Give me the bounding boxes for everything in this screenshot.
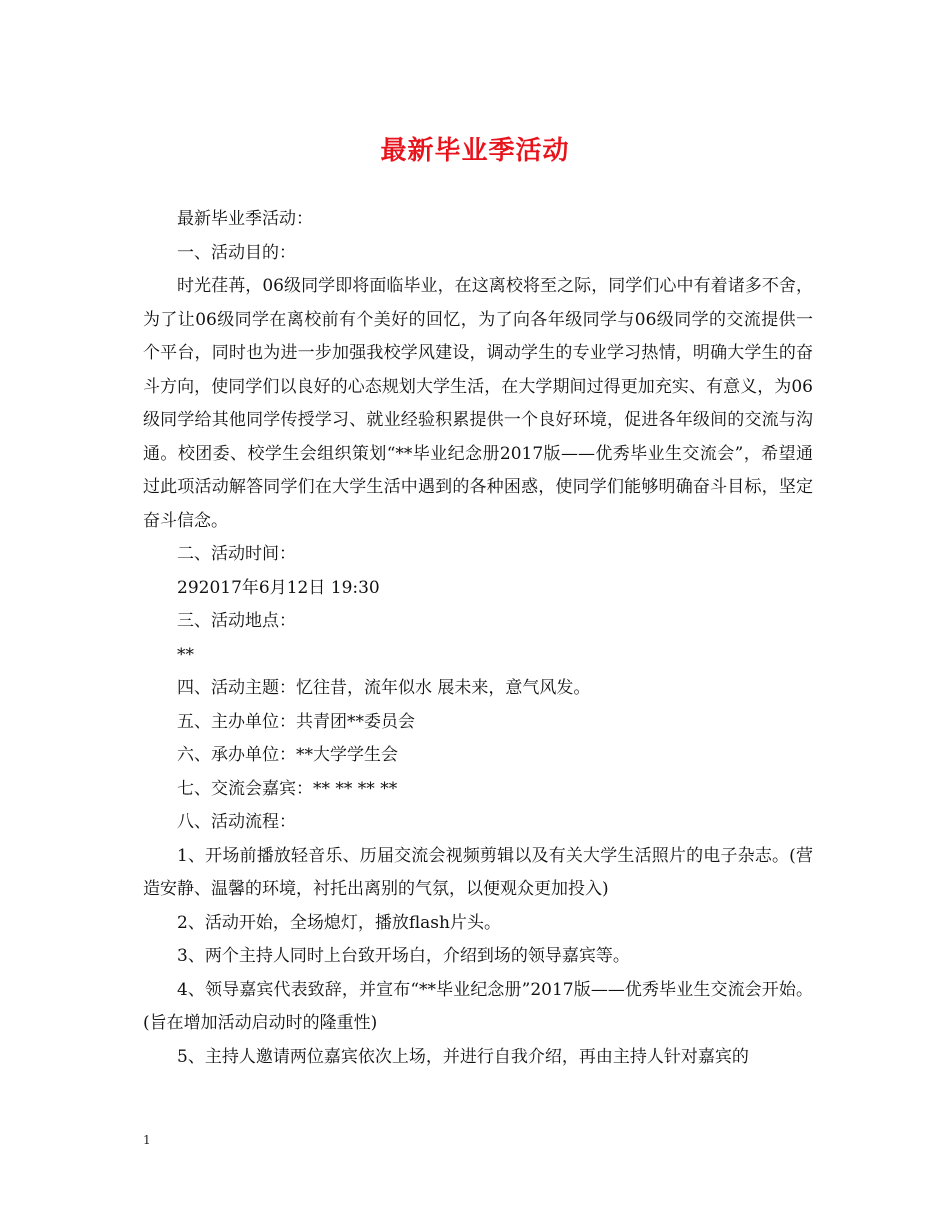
paragraph: 七、交流会嘉宾：** ** ** ** bbox=[177, 778, 398, 799]
list-item: 5、主持人邀请两位嘉宾依次上场，并进行自我介绍，再由主持人针对嘉宾的 bbox=[177, 1046, 749, 1067]
page-title: 最新毕业季活动 bbox=[380, 136, 570, 166]
section-heading: 八、活动流程： bbox=[177, 812, 296, 832]
paragraph: 四、活动主题：忆往昔，流年似水 展未来，意气风发。 bbox=[177, 678, 591, 698]
section-heading: 三、活动地点： bbox=[177, 611, 296, 631]
list-item: 2、活动开始，全场熄灯，播放flash片头。 bbox=[177, 912, 501, 933]
paragraph: 292017年6月12日 19:30 bbox=[177, 577, 380, 598]
paragraph: 时光荏苒，06级同学即将面临毕业，在这离校将至之际，同学们心中有着诸多不舍，为了让06级同学在离校前有个美好的回忆，为了向各年级同学与06级同学的交流提供一个平台，同时也为进一步加强我校学风建设，调动学生的专业学习热情，明确大学生的奋斗方向，使同学们以良好的心态规划大学生活，在大学期间过得更加充实、有意义，为06级同学给其他同学传授学习、就业经验积累提供一个良好环境，促进各年级间的交流与沟通。校团委、校学生会组织策划“**毕业纪念册2017版——优秀毕业生交流会”，希望通过此项活动解答同学们在大学生活中遇到的各种困惑，使同学们能够明确奋斗目标，坚定奋斗信念。 bbox=[143, 276, 813, 531]
section-heading: 一、活动目的： bbox=[177, 242, 296, 263]
document-body bbox=[143, 203, 813, 1074]
paragraph: 六、承办单位：**大学学生会 bbox=[177, 745, 398, 765]
page-number: 1 bbox=[143, 1133, 151, 1147]
list-item: 1、开场前播放轻音乐、历届交流会视频剪辑以及有关大学生活照片的电子杂志。(营造安静、温馨的环境，衬托出离别的气氛，以便观众更加投入) bbox=[143, 845, 813, 899]
section-heading: 二、活动时间： bbox=[177, 544, 296, 564]
paragraph: 最新毕业季活动： bbox=[177, 209, 313, 229]
paragraph: 五、主办单位：共青团**委员会 bbox=[177, 711, 415, 732]
list-item: 4、领导嘉宾代表致辞，并宣布“**毕业纪念册”2017版——优秀毕业生交流会开始。(旨在增加活动启动时的隆重性) bbox=[143, 979, 813, 1033]
paragraph: ** bbox=[177, 644, 194, 665]
list-item: 3、两个主持人同时上台致开场白，介绍到场的领导嘉宾等。 bbox=[177, 946, 630, 966]
